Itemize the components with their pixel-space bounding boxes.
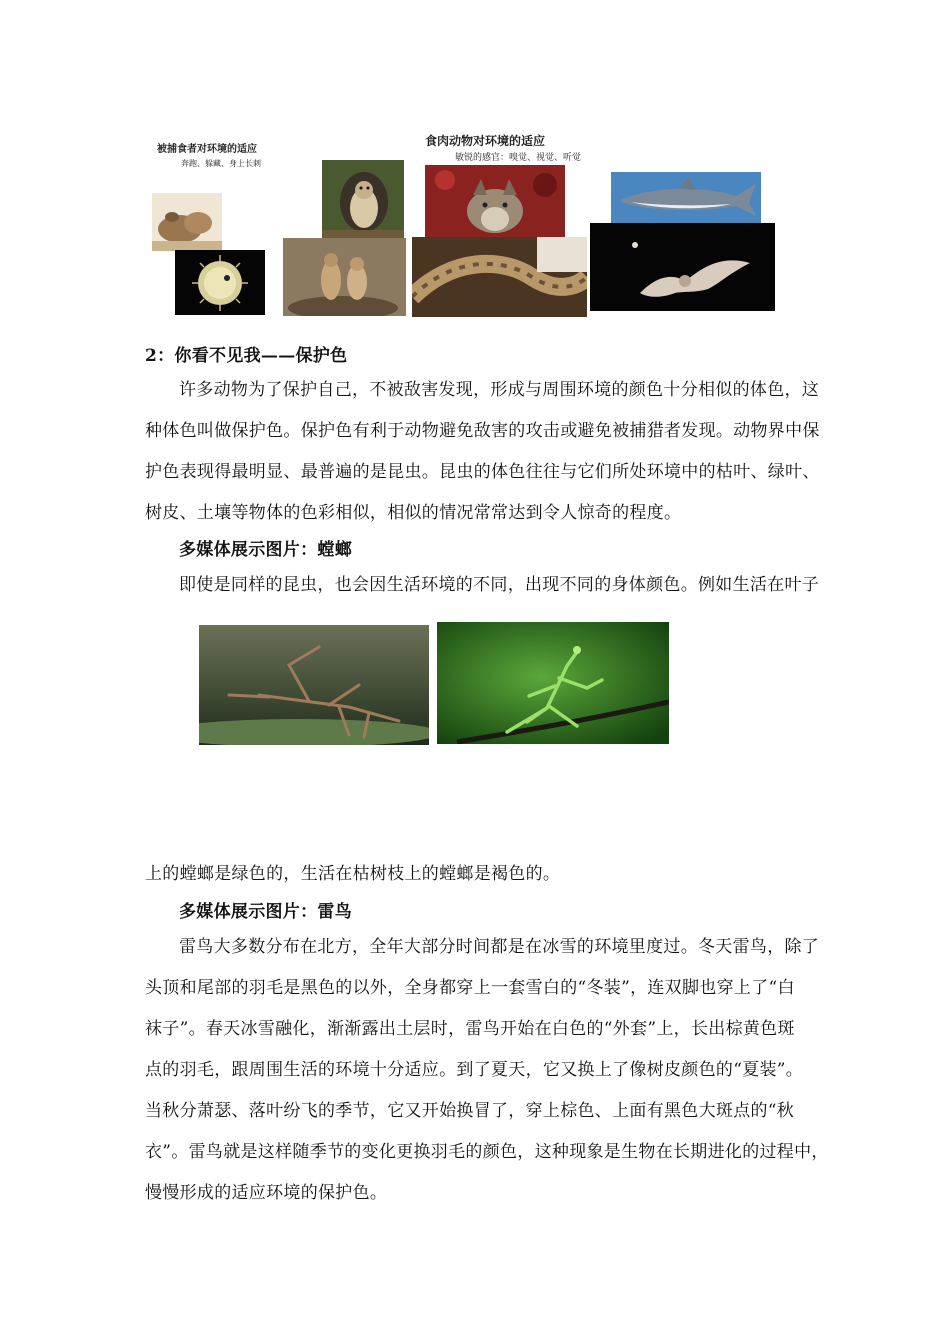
figure-top-collage bbox=[145, 120, 785, 320]
paragraph-line: 袜子”。春天冰雪融化，渐渐露出土层时，雷鸟开始在白色的“外套”上，长出棕黄色斑 bbox=[145, 1019, 795, 1039]
subheading-ptarmigan: 多媒体展示图片：雷鸟 bbox=[179, 902, 352, 922]
paragraph-line: 头顶和尾部的羽毛是黑色的以外，全身都穿上一套雪白的“冬装”，连双脚也穿上了“白 bbox=[145, 978, 795, 998]
paragraph-line: 点的羽毛，跟周围生活的环境十分适应。到了夏天，它又换上了像树皮颜色的“夏装”。 bbox=[145, 1060, 804, 1080]
snake-photo bbox=[412, 237, 587, 317]
caption-predator-sub: 敏锐的感官：嗅觉、视觉、听觉 bbox=[455, 153, 582, 163]
paragraph-line: 树皮、土壤等物体的色彩相似，相似的情况常常达到令人惊奇的程度。 bbox=[145, 503, 682, 523]
bat-photo bbox=[590, 223, 775, 311]
caption-prey-sub: 奔跑、躲藏、身上长刺 bbox=[181, 159, 261, 168]
paragraph-line: 上的螳螂是绿色的，生活在枯树枝上的螳螂是褐色的。 bbox=[145, 864, 561, 884]
shark-photo bbox=[611, 172, 761, 226]
caption-prey-title: 被捕食者对环境的适应 bbox=[157, 144, 257, 155]
paragraph-line: 即使是同样的昆虫，也会因生活环境的不同，出现不同的身体颜色。例如生活在叶子 bbox=[179, 575, 820, 595]
paragraph-line: 护色表现得最明显、最普遍的是昆虫。昆虫的体色往往与它们所处环境中的枯叶、绿叶、 bbox=[145, 462, 820, 482]
brown-mantis-photo bbox=[199, 625, 429, 745]
wolf-photo bbox=[425, 165, 565, 245]
paragraph-line: 许多动物为了保护自己，不被敌害发现，形成与周围环境的颜色十分相似的体色，这 bbox=[179, 380, 820, 400]
section-heading: 2：你看不见我——保护色 bbox=[145, 346, 348, 366]
prairie-dogs-photo bbox=[283, 238, 406, 316]
pufferfish-photo bbox=[175, 250, 265, 315]
paragraph-line: 当秋分萧瑟、落叶纷飞的季节，它又开始换冒了，穿上棕色、上面有黑色大斑点的“秋 bbox=[145, 1101, 795, 1121]
paragraph-line: 衣”。雷鸟就是这样随季节的变化更换羽毛的颜色，这种现象是生物在长期进化的过程中， bbox=[145, 1142, 829, 1162]
porcupine-photo bbox=[322, 160, 404, 240]
paragraph-line: 慢慢形成的适应环境的保护色。 bbox=[145, 1183, 388, 1203]
paragraph-line: 雷鸟大多数分布在北方，全年大部分时间都是在冰雪的环境里度过。冬天雷鸟，除了 bbox=[179, 937, 820, 957]
paragraph-line: 种体色叫做保护色。保护色有利于动物避免敌害的攻击或避免被捕猎者发现。动物界中保 bbox=[145, 421, 820, 441]
subheading-mantis: 多媒体展示图片：螳螂 bbox=[179, 540, 352, 560]
caption-predator-title: 食肉动物对环境的适应 bbox=[425, 134, 546, 148]
green-mantis-photo bbox=[437, 622, 669, 744]
rabbits-photo bbox=[152, 193, 222, 251]
